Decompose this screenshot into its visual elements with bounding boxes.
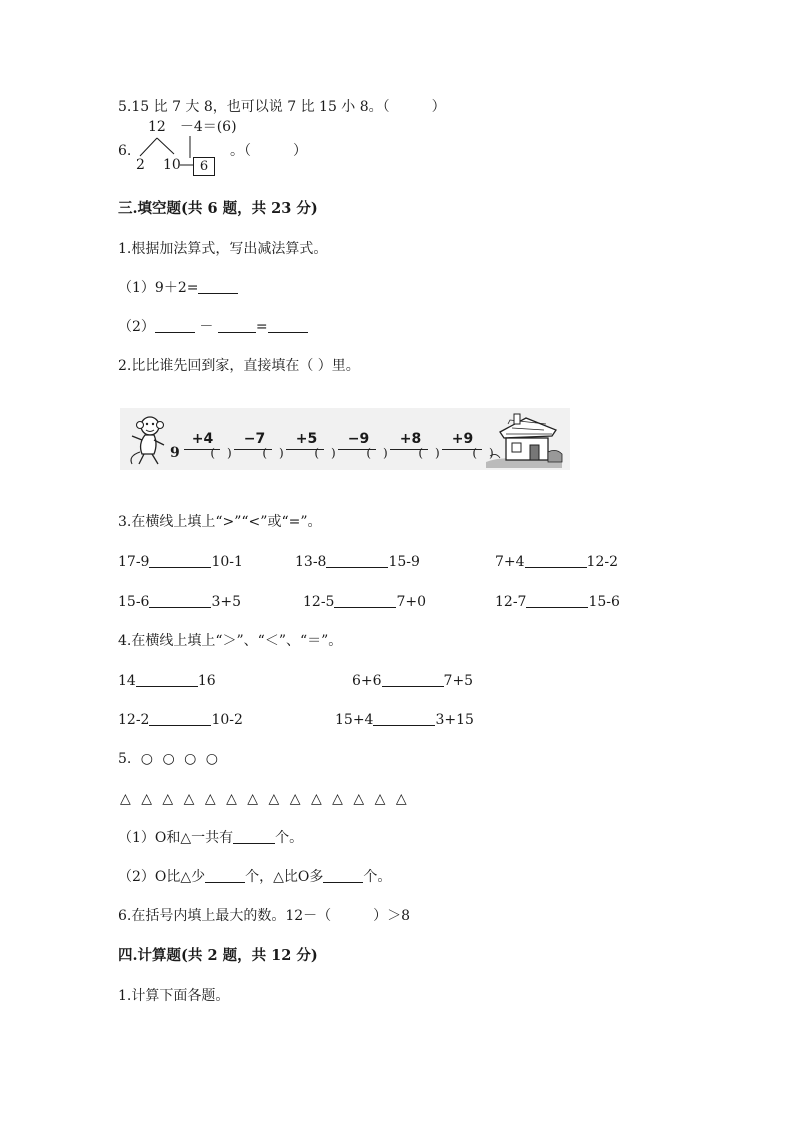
race-op: +8 (399, 431, 422, 447)
answer-blank[interactable] (218, 318, 256, 333)
expr-left: 13-8 (295, 554, 327, 570)
expr-left: 17-9 (118, 554, 150, 570)
answer-blank[interactable] (205, 868, 245, 883)
answer-blank[interactable] (149, 553, 211, 568)
expr-right: 10-2 (211, 712, 243, 728)
minus-sign: － (199, 319, 214, 335)
expr-right: 16 (197, 673, 216, 689)
judge-q6-box: 6 (193, 157, 215, 176)
answer-blank[interactable] (525, 553, 587, 568)
expr-right: 15-9 (388, 554, 420, 570)
race-op: −7 (243, 431, 266, 447)
answer-blank[interactable] (149, 711, 211, 726)
equals-sign: = (255, 319, 268, 335)
s3-q4-text: 4.在横线上填上“＞”、“＜”、“＝”。 (118, 633, 343, 649)
s3-q1-line2 (118, 318, 308, 336)
judge-q6-tail: 。（ ） (230, 143, 307, 159)
s3-q5-part2 (118, 868, 391, 886)
race-paren[interactable]: ( ) (366, 446, 388, 460)
s3-q5-triangles: △ △ △ △ △ △ △ △ △ △ △ △ △ △ (120, 791, 407, 807)
expr-left: 12-2 (118, 712, 150, 728)
s3-q5-circles: 5. ○ ○ ○ ○ (118, 751, 219, 767)
s3-q1-line2-prefix: （2） (118, 319, 155, 335)
race-op: +4 (191, 431, 214, 447)
section4-title: 四.计算题(共 2 题，共 12 分) (118, 947, 318, 964)
section3-title: 三.填空题(共 6 题，共 23 分) (118, 200, 318, 217)
judge-q6-prefix: 6. (118, 143, 132, 159)
expr-left: 12-7 (495, 594, 527, 610)
s3-q4-row-1 (118, 672, 473, 690)
s3-q5-p1-post: 个。 (275, 830, 304, 846)
race-paren[interactable]: ( ) (472, 446, 494, 460)
s3-q3-row-2 (118, 593, 620, 611)
s3-q5-p2-post: 个。 (363, 869, 392, 885)
s3-q3-row-1 (118, 553, 618, 571)
race-paren[interactable]: ( ) (418, 446, 440, 460)
judge-q6-connector (180, 163, 194, 167)
s3-q5-part1 (118, 829, 303, 847)
race-op: +5 (295, 431, 318, 447)
s3-q2-text: 2.比比谁先回到家，直接填在（ ）里。 (118, 358, 360, 374)
judge-q6-top: 12 －4＝(6) (148, 119, 237, 135)
expr-left: 6+6 (352, 673, 382, 689)
expr-right: 15-6 (588, 594, 620, 610)
expr-right: 3+15 (435, 712, 474, 728)
race-start-number: 9 (170, 445, 180, 461)
answer-blank[interactable] (323, 868, 363, 883)
answer-blank[interactable] (268, 318, 308, 333)
race-paren[interactable]: ( ) (314, 446, 336, 460)
answer-blank[interactable] (334, 593, 396, 608)
judge-q6-bottom-left: 2 (136, 157, 145, 173)
expr-left: 15+4 (335, 712, 374, 728)
monkey-icon (124, 412, 170, 468)
race-op: −9 (347, 431, 370, 447)
s3-q5-p2-pre: （2）O比△少 (118, 869, 206, 885)
expr-right: 7+5 (443, 673, 474, 689)
s3-q5-p2-mid: 个，△比O多 (245, 869, 324, 885)
race-strip (120, 408, 570, 470)
expr-left: 12-5 (303, 594, 335, 610)
answer-blank[interactable] (149, 593, 211, 608)
judge-q6-bottom-mid: 10 (163, 157, 181, 173)
expr-left: 14 (118, 673, 136, 689)
race-paren[interactable]: ( ) (210, 446, 232, 460)
answer-blank[interactable] (326, 553, 388, 568)
s3-q1-line1-prefix: （1）9＋2= (118, 280, 199, 296)
s3-q6-text: 6.在括号内填上最大的数。12－（ ）＞8 (118, 908, 411, 924)
expr-right: 7+0 (396, 594, 426, 610)
answer-blank[interactable] (233, 829, 275, 844)
expr-left: 7+4 (495, 554, 525, 570)
s3-q3-text: 3.在横线上填上“>”“<”或“=”。 (118, 514, 322, 530)
expr-right: 12-2 (586, 554, 618, 570)
race-chain (170, 422, 494, 462)
race-op: +9 (451, 431, 474, 447)
answer-blank[interactable] (373, 711, 435, 726)
answer-blank[interactable] (136, 672, 198, 687)
s4-q1-text: 1.计算下面各题。 (118, 988, 230, 1004)
race-paren[interactable]: ( ) (262, 446, 284, 460)
expr-right: 10-1 (211, 554, 243, 570)
answer-blank[interactable] (382, 672, 444, 687)
answer-blank[interactable] (155, 318, 195, 333)
s3-q5-p1-pre: （1）O和△一共有 (118, 830, 234, 846)
answer-blank[interactable] (198, 279, 238, 294)
answer-blank[interactable] (526, 593, 588, 608)
s3-q1-text: 1.根据加法算式，写出减法算式。 (118, 241, 328, 257)
s3-q4-row-2 (118, 711, 474, 729)
expr-right: 3+5 (211, 594, 241, 610)
house-icon (482, 412, 566, 468)
s3-q1-line1 (118, 279, 238, 297)
judge-q5: 5.15 比 7 大 8，也可以说 7 比 15 小 8。（ ） (118, 99, 446, 115)
expr-left: 15-6 (118, 594, 150, 610)
